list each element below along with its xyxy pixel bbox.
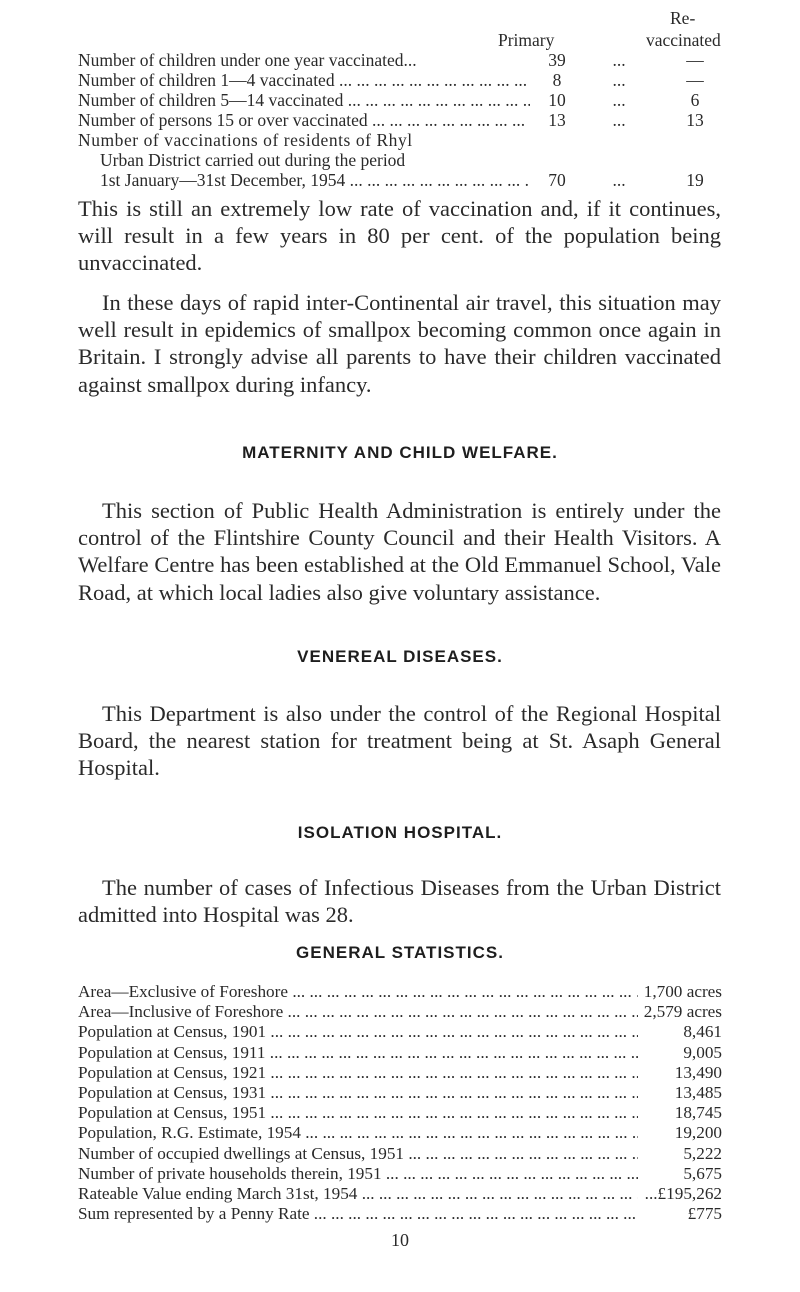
vaccination-row [78, 110, 738, 130]
total-label-line3: 1st January—31st December, 1954 ... . [100, 170, 530, 190]
paragraph-smallpox-advice: In these days of rapid inter-Continental air travel, this situation may well result in epidemics of smallpox becoming common once again in Britain. I strongly advise all parents to have their children vaccinated against smallpox during infancy. [78, 290, 721, 397]
total-revaccinated: 19 [686, 170, 704, 190]
statistic-value: 13,490 [672, 1063, 722, 1083]
statistic-value: £775 [685, 1204, 722, 1224]
statistic-label: Number of private households therein, 1951 ... . [78, 1164, 638, 1184]
heading-venereal: VENEREAL DISEASES. [297, 647, 503, 666]
vaccination-row [78, 50, 738, 70]
statistic-value: 8,461 [680, 1022, 722, 1042]
page-number: 10 [391, 1230, 409, 1250]
paragraph-isolation: The number of cases of Infectious Diseases from the Urban District admitted into Hospital was 28. [78, 875, 721, 928]
total-label-line1: Number of vaccinations of residents of Rhyl [78, 130, 413, 150]
vaccination-table [78, 50, 738, 190]
paragraph-vaccination-rate: This is still an extremely low rate of vaccination and, if it continues, will result in a few years in 80 per cent. of the population being unvaccinated. [78, 196, 721, 276]
statistics-row [78, 1002, 722, 1022]
total-primary: 70 [548, 170, 566, 190]
statistics-row [78, 982, 722, 1002]
statistics-row [78, 1123, 722, 1143]
vaccination-total-line [78, 150, 738, 170]
statistics-row [78, 1063, 722, 1083]
statistic-value: ...£195,262 [642, 1184, 722, 1204]
vaccination-total-row [78, 170, 738, 190]
header-re: Re- [670, 8, 696, 28]
statistics-row [78, 1043, 722, 1063]
statistic-value: 19,200 [672, 1123, 722, 1143]
row-primary: 39 [548, 50, 566, 70]
header-primary: Primary [498, 30, 555, 50]
row-primary: 8 [552, 70, 562, 90]
statistic-label: Number of occupied dwellings at Census, 1951 ... . [78, 1144, 638, 1164]
statistics-row [78, 1184, 722, 1204]
statistic-label: Rateable Value ending March 31st, 1954 ... . [78, 1184, 638, 1204]
row-revaccinated: 13 [686, 110, 704, 130]
row-separator: ... [612, 50, 626, 70]
row-revaccinated: — [686, 50, 704, 70]
row-label: Number of children under one year vaccinated... [78, 50, 417, 70]
statistic-label: Population at Census, 1921 ... . [78, 1063, 638, 1083]
statistics-row [78, 1022, 722, 1042]
header-revaccinated: vaccinated [646, 30, 721, 50]
statistic-value: 1,700 acres [641, 982, 722, 1002]
statistic-value: 18,745 [672, 1103, 722, 1123]
row-label: Number of children 5—14 vaccinated ... . [78, 90, 530, 110]
statistic-label: Sum represented by a Penny Rate ... . [78, 1204, 638, 1224]
statistic-value: 5,222 [680, 1144, 722, 1164]
statistics-row [78, 1164, 722, 1184]
statistic-label: Population at Census, 1911 ... . [78, 1043, 638, 1063]
heading-maternity: MATERNITY AND CHILD WELFARE. [242, 443, 558, 462]
row-primary: 13 [548, 110, 566, 130]
statistic-label: Population at Census, 1931 ... . [78, 1083, 638, 1103]
paragraph-venereal: This Department is also under the control of the Regional Hospital Board, the nearest station for treatment being at St. Asaph General Hospital. [78, 701, 721, 781]
statistic-label: Area—Exclusive of Foreshore ... . [78, 982, 638, 1002]
statistics-row [78, 1083, 722, 1103]
vaccination-total-line [78, 130, 738, 150]
paragraph-maternity: This section of Public Health Administration is entirely under the control of the Flintshire County Council and their Health Visitors. A Welfare Centre has been established at the Old Emmanuel School, Vale Road, at which local ladies also give voluntary assistance. [78, 498, 721, 605]
heading-isolation: ISOLATION HOSPITAL. [297, 823, 503, 842]
statistic-label: Area—Inclusive of Foreshore ... . [78, 1002, 638, 1022]
row-revaccinated: — [686, 70, 704, 90]
statistics-row [78, 1144, 722, 1164]
statistic-value: 13,485 [672, 1083, 722, 1103]
row-label: Number of persons 15 or over vaccinated ... . [78, 110, 530, 130]
statistic-value: 5,675 [680, 1164, 722, 1184]
row-primary: 10 [548, 90, 566, 110]
total-separator: ... [612, 170, 626, 190]
statistics-row [78, 1103, 722, 1123]
row-separator: ... [612, 110, 626, 130]
statistic-label: Population, R.G. Estimate, 1954 ... . [78, 1123, 638, 1143]
statistic-value: 2,579 acres [641, 1002, 722, 1022]
statistics-list [78, 982, 722, 1224]
heading-general-statistics: GENERAL STATISTICS. [296, 943, 504, 962]
statistic-value: 9,005 [680, 1043, 722, 1063]
row-separator: ... [612, 70, 626, 90]
vaccination-row [78, 90, 738, 110]
statistic-label: Population at Census, 1951 ... . [78, 1103, 638, 1123]
total-label-line2: Urban District carried out during the period [100, 150, 406, 170]
statistics-row [78, 1204, 722, 1224]
vaccination-row [78, 70, 738, 90]
statistic-label: Population at Census, 1901 ... . [78, 1022, 638, 1042]
row-label: Number of children 1—4 vaccinated ... . [78, 70, 530, 90]
row-revaccinated: 6 [690, 90, 700, 110]
row-separator: ... [612, 90, 626, 110]
